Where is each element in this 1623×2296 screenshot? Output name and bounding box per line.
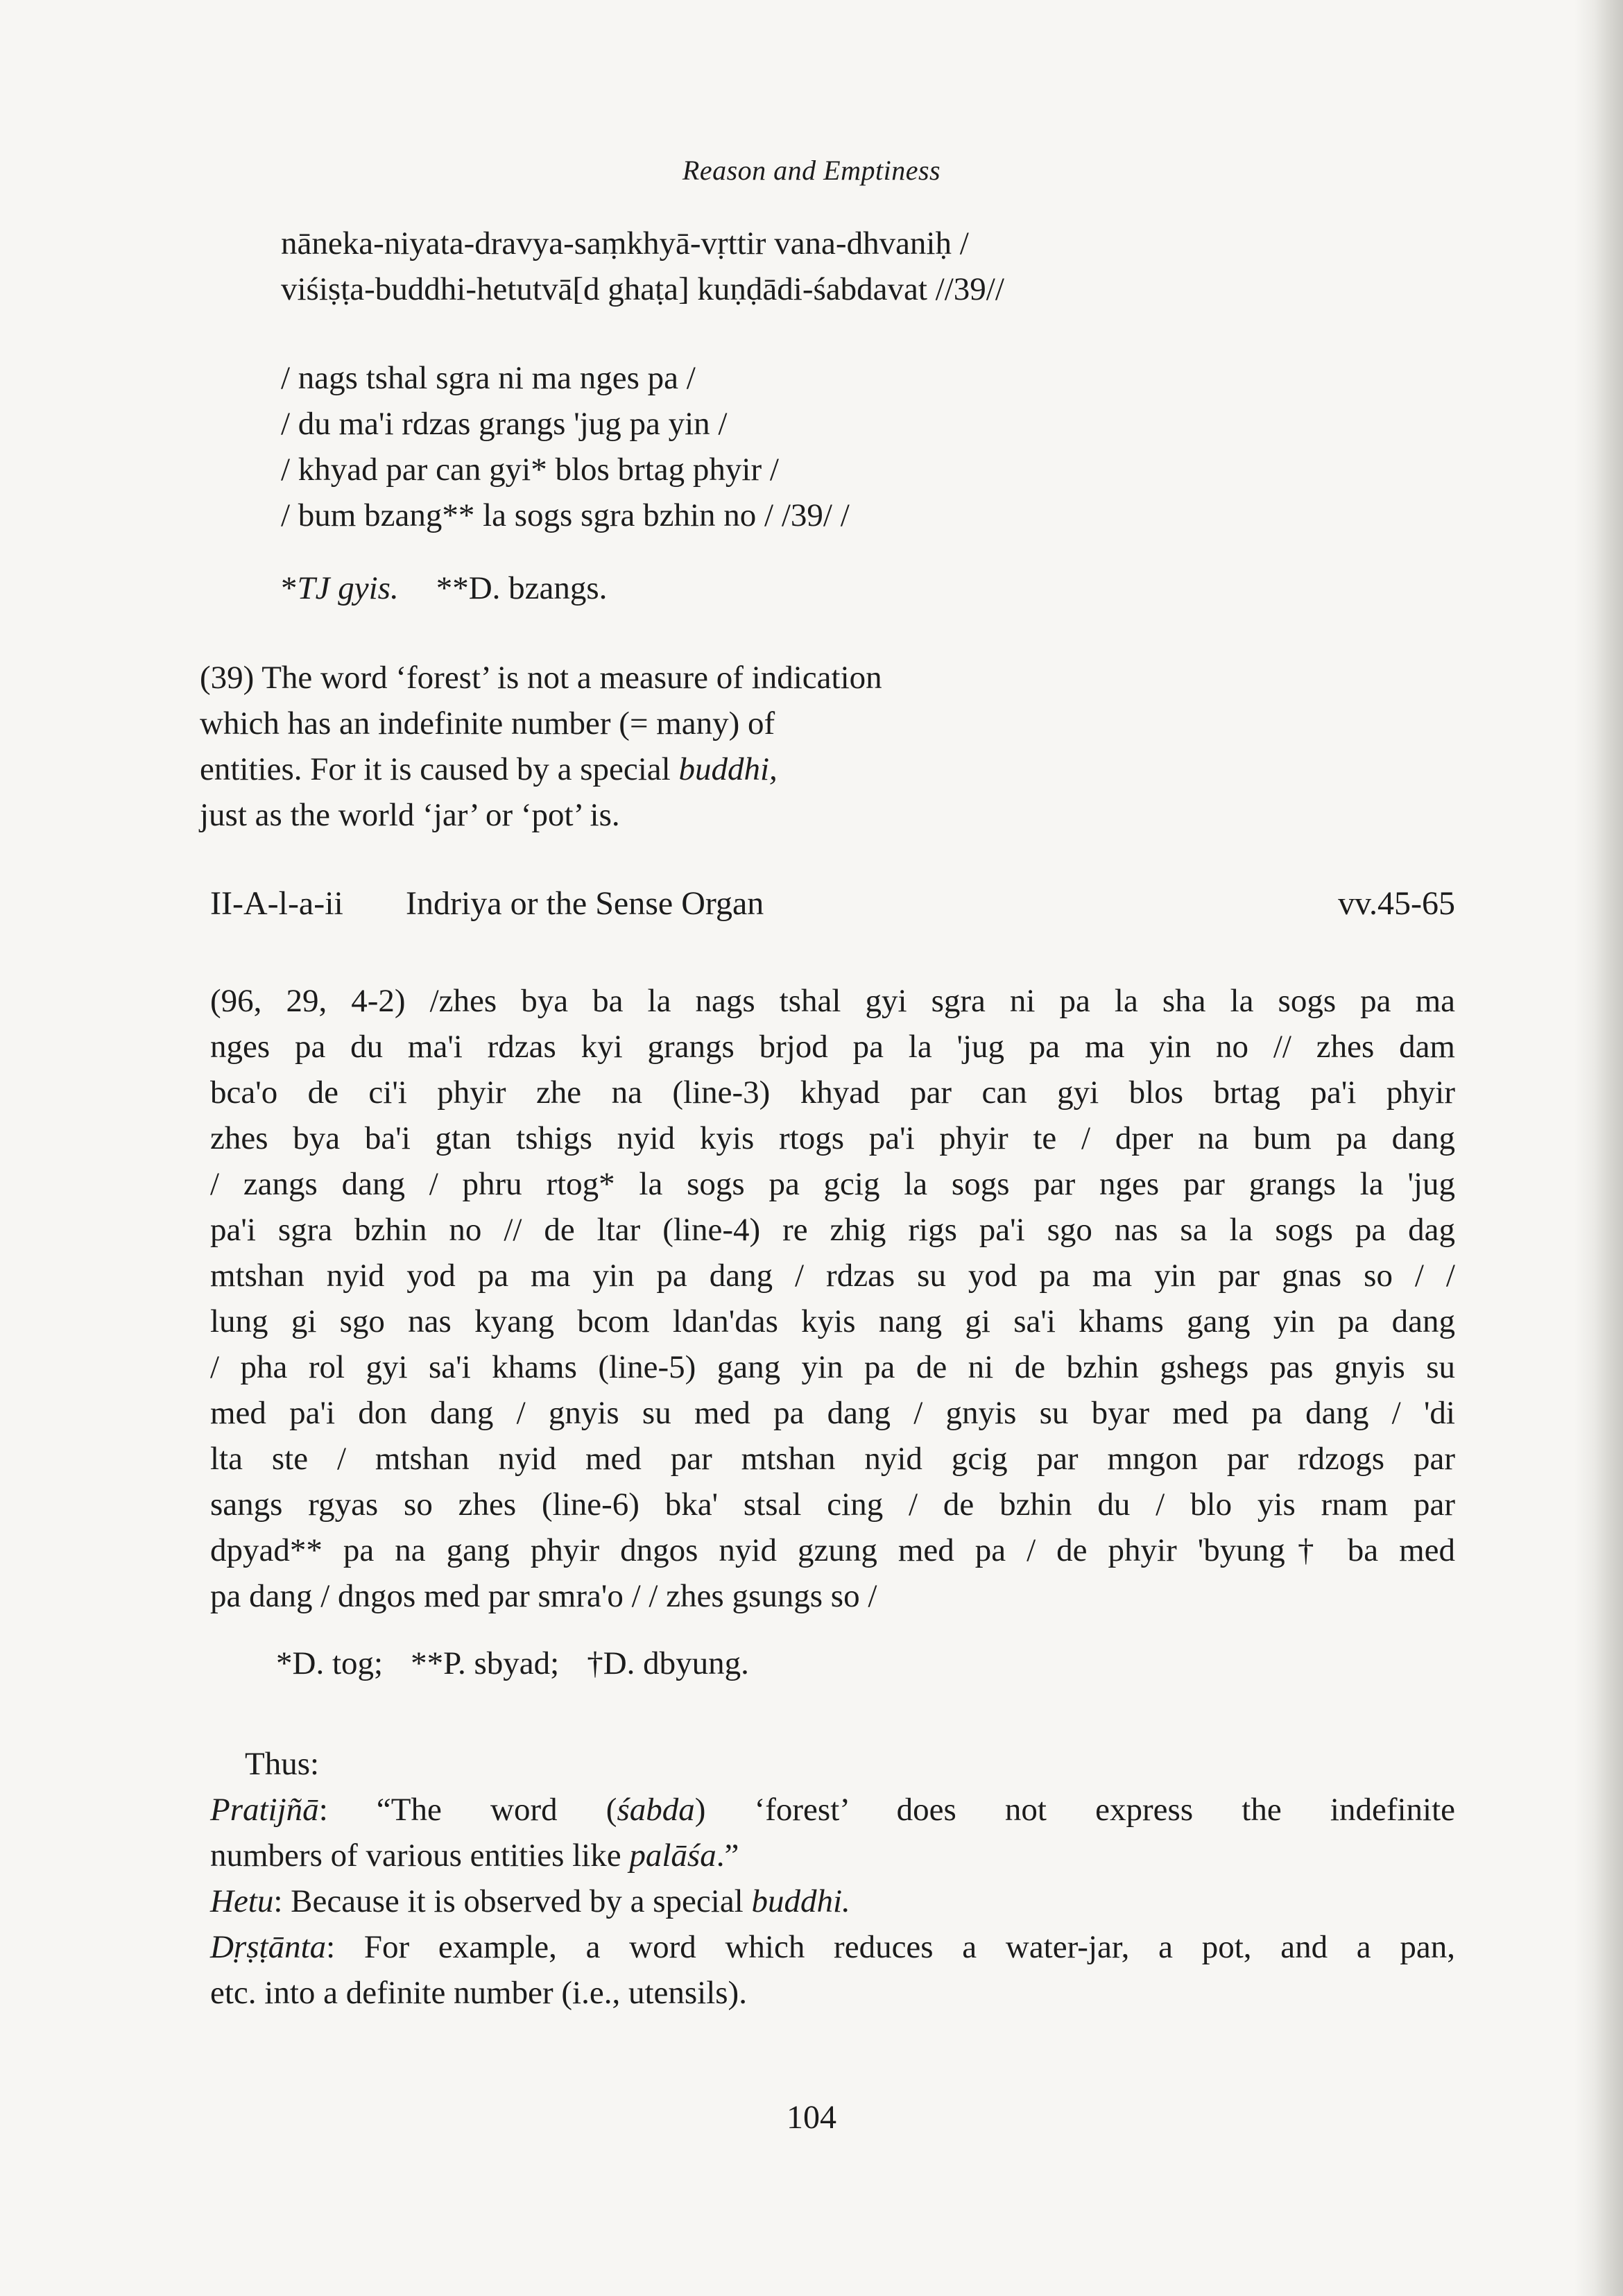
section-title: Indriya or the Sense Organ bbox=[406, 885, 764, 922]
analysis-intro: Thus: bbox=[245, 1746, 320, 1782]
logical-analysis bbox=[210, 1741, 1455, 2016]
commentary-footnotes bbox=[276, 1640, 749, 1686]
footnote: *D. tog; bbox=[276, 1645, 384, 1681]
tibetan-commentary bbox=[210, 978, 1455, 1619]
footnote-line bbox=[276, 1640, 749, 1686]
footnote: **D. bzangs. bbox=[436, 570, 608, 606]
commentary-line: pa'i sgra bzhin no // de ltar (line-4) re zhig rigs pa'i sgo nas sa la sogs pa dag bbox=[210, 1212, 1455, 1248]
footnote-mark: * bbox=[281, 570, 298, 606]
page-number: 104 bbox=[787, 2099, 836, 2136]
verse-line: viśiṣṭa-buddhi-hetutvā[d ghaṭa] kuṇḍādi-śabdavat //39// bbox=[281, 271, 1004, 307]
translation-line bbox=[200, 746, 882, 792]
palasa-term: palāśa bbox=[629, 1837, 716, 1874]
verse-line: / nags tshal sgra ni ma nges pa / bbox=[281, 360, 696, 396]
page-edge-shadow bbox=[1574, 0, 1623, 2296]
footnote: **P. sbyad; bbox=[411, 1645, 560, 1681]
drstanta-label: Dṛṣṭānta bbox=[210, 1929, 327, 1965]
pratijna-label: Pratijñā bbox=[210, 1792, 319, 1828]
tibetan-verse bbox=[281, 355, 850, 538]
commentary-line: / zangs dang / phru rtog* la sogs pa gcig la sogs par nges par grangs la 'jug bbox=[210, 1166, 1455, 1202]
pratijna-text: numbers of various entities like bbox=[210, 1837, 630, 1874]
running-head: Reason and Emptiness bbox=[682, 155, 941, 186]
commentary-line: zhes bya ba'i gtan tshigs nyid kyis rtogs pa'i phyir te / dper na bum pa dang bbox=[210, 1120, 1455, 1156]
commentary-line: lung gi sgo nas kyang bcom ldan'das kyis nang gi sa'i khams gang yin pa dang bbox=[210, 1303, 1455, 1339]
hetu-emphasis: buddhi. bbox=[751, 1883, 850, 1919]
footnote-source: TJ gyis. bbox=[297, 570, 399, 606]
pratijna-line bbox=[210, 1833, 1455, 1878]
sabda-term: śabda bbox=[617, 1792, 695, 1828]
translation-line: (39) The word ‘forest’ is not a measure of indication bbox=[200, 660, 882, 696]
commentary-line: pa dang / dngos med par smra'o / / zhes gsungs so / bbox=[210, 1578, 877, 1614]
footnote-line bbox=[281, 565, 607, 611]
hetu-text: : Because it is observed by a special bbox=[273, 1883, 752, 1919]
pratijna-line bbox=[210, 1787, 1455, 1833]
commentary-line: bca'o de ci'i phyir zhe na (line-3) khyad par can gyi blos brtag pa'i phyir bbox=[210, 1074, 1455, 1111]
translation-emphasis: buddhi, bbox=[678, 751, 778, 787]
verse-line: / du ma'i rdzas grangs 'jug pa yin / bbox=[281, 406, 728, 442]
translation-line: just as the world ‘jar’ or ‘pot’ is. bbox=[200, 797, 620, 833]
hetu-line bbox=[210, 1878, 1455, 1924]
commentary-line: lta ste / mtshan nyid med par mtshan nyid gcig par mngon par rdzogs par bbox=[210, 1441, 1455, 1477]
pratijna-text: ) ‘forest’ does not express the indefinite bbox=[694, 1792, 1456, 1828]
hetu-label: Hetu bbox=[210, 1883, 274, 1919]
section-range: vv.45-65 bbox=[1338, 885, 1455, 922]
commentary-line: dpyad** pa na gang phyir dngos nyid gzung med pa / de phyir 'byung† ba med bbox=[210, 1532, 1455, 1568]
verse-line: nāneka-niyata-dravya-saṃkhyā-vṛttir vana-dhvaniḥ / bbox=[281, 225, 969, 262]
verse-line: / bum bzang** la sogs sgra bzhin no / /39/ / bbox=[281, 497, 850, 533]
verse-translation bbox=[200, 655, 882, 838]
translation-text: entities. For it is caused by a special bbox=[200, 751, 679, 787]
commentary-line: / pha rol gyi sa'i khams (line-5) gang yin pa de ni de bzhin gshegs pas gnyis su bbox=[210, 1349, 1455, 1385]
commentary-line: nges pa du ma'i rdzas kyi grangs brjod pa la 'jug pa ma yin no // zhes dam bbox=[210, 1029, 1455, 1065]
commentary-line: sangs rgyas so zhes (line-6) bka' stsal cing / de bzhin du / blo yis rnam par bbox=[210, 1487, 1455, 1523]
drstanta-line bbox=[210, 1924, 1455, 1970]
drstanta-line: etc. into a definite number (i.e., utensils). bbox=[210, 1975, 747, 2011]
pratijna-text: .” bbox=[716, 1837, 739, 1874]
commentary-line: med pa'i don dang / gnyis su med pa dang / gnyis su byar med pa dang / 'di bbox=[210, 1395, 1455, 1431]
drstanta-text: : For example, a word which reduces a water-jar, a pot, and a pan, bbox=[326, 1929, 1455, 1965]
verse-footnotes bbox=[281, 565, 607, 611]
sanskrit-verse bbox=[281, 221, 1004, 312]
pratijna-text: : “The word ( bbox=[318, 1792, 617, 1828]
section-id: II-A-l-a-ii bbox=[210, 885, 343, 922]
commentary-line: mtshan nyid yod pa ma yin pa dang / rdzas su yod pa ma yin par gnas so / / bbox=[210, 1258, 1455, 1294]
verse-line: / khyad par can gyi* blos brtag phyir / bbox=[281, 452, 779, 488]
commentary-line: (96, 29, 4-2) /zhes bya ba la nags tshal gyi sgra ni pa la sha la sogs pa ma bbox=[210, 983, 1455, 1019]
footnote: †D. dbyung. bbox=[587, 1645, 749, 1681]
translation-line: which has an indefinite number (= many) of bbox=[200, 705, 775, 742]
